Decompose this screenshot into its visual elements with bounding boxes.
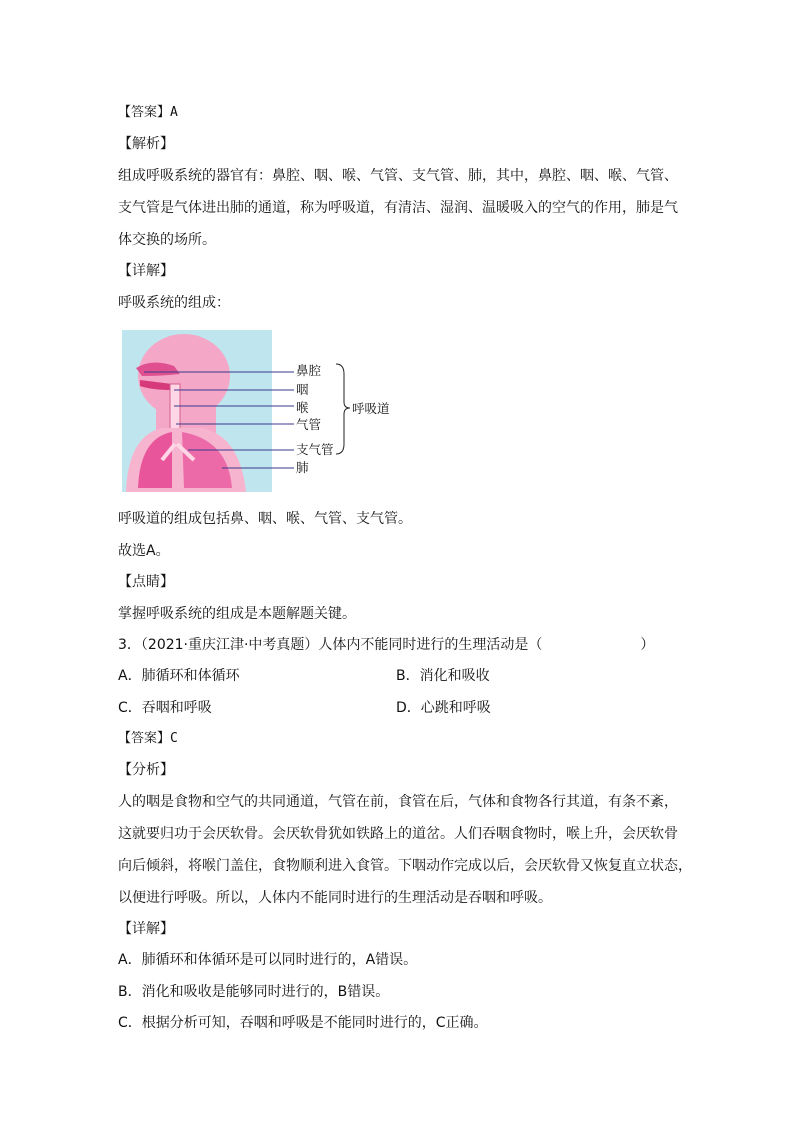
- analysis-text-3c: 向后倾斜，将喉门盖住，食物顺利进入食管。下咽动作完成以后，会厌软骨又恢复直立状态，: [118, 858, 692, 874]
- detail-text-1a: 呼吸系统的组成：: [118, 295, 230, 311]
- respiratory-illustration: [122, 328, 372, 494]
- option-b[interactable]: B．消化和吸收: [396, 668, 490, 684]
- airway-brace: [336, 364, 350, 454]
- detail-heading-3: 【详解】: [118, 921, 174, 937]
- label-larynx: 喉: [296, 400, 309, 415]
- option-d[interactable]: D．心跳和呼吸: [396, 700, 491, 716]
- label-nasal-cavity: 鼻腔: [296, 363, 322, 378]
- label-lung: 肺: [296, 460, 309, 475]
- analysis-text-1b: 支气管是气体进出肺的通道，称为呼吸道，有清洁、湿润、温暖吸入的空气的作用，肺是气: [118, 200, 678, 216]
- answer-3: 【答案】C: [118, 731, 178, 746]
- detail-text-1b: 呼吸道的组成包括鼻、咽、喉、气管、支气管。: [118, 511, 412, 527]
- detail-text-3c: C．根据分析可知，吞咽和呼吸是不能同时进行的，C正确。: [118, 1015, 488, 1031]
- analysis-heading-3: 【分析】: [118, 762, 174, 778]
- label-pharynx: 咽: [296, 382, 309, 397]
- option-c[interactable]: C．吞咽和呼吸: [118, 700, 212, 716]
- point-heading: 【点睛】: [118, 574, 174, 590]
- answer-1: 【答案】A: [118, 105, 178, 120]
- detail-text-3a: A．肺循环和体循环是可以同时进行的，A错误。: [118, 952, 418, 968]
- detail-text-1c: 故选A。: [118, 543, 170, 559]
- analysis-text-1c: 体交换的场所。: [118, 232, 216, 248]
- detail-text-3b: B．消化和吸收是能够同时进行的，B错误。: [118, 984, 390, 1000]
- option-a[interactable]: A．肺循环和体循环: [118, 668, 240, 684]
- analysis-text-3d: 以便进行呼吸。所以，人体内不能同时进行的生理活动是吞咽和呼吸。: [118, 890, 552, 906]
- point-text: 掌握呼吸系统的组成是本题解题关键。: [118, 606, 356, 622]
- detail-heading-1: 【详解】: [118, 263, 174, 279]
- analysis-text-1a: 组成呼吸系统的器官有：鼻腔、咽、喉、气管、支气管、肺，其中，鼻腔、咽、喉、气管、: [118, 168, 678, 184]
- label-trachea: 气管: [296, 417, 322, 432]
- respiratory-system-figure: [122, 328, 390, 494]
- label-airway: 呼吸道: [352, 401, 390, 416]
- label-bronchus: 支气管: [296, 442, 334, 457]
- question-3: 3．（2021·重庆江津·中考真题）人体内不能同时进行的生理活动是（ ）: [118, 637, 655, 653]
- analysis-heading-1: 【解析】: [118, 136, 174, 152]
- analysis-text-3a: 人的咽是食物和空气的共同通道，气管在前，食管在后，气体和食物各行其道，有条不紊，: [118, 794, 678, 810]
- analysis-text-3b: 这就要归功于会厌软骨。会厌软骨犹如铁路上的道岔。人们吞咽食物时，喉上升，会厌软骨: [118, 826, 678, 842]
